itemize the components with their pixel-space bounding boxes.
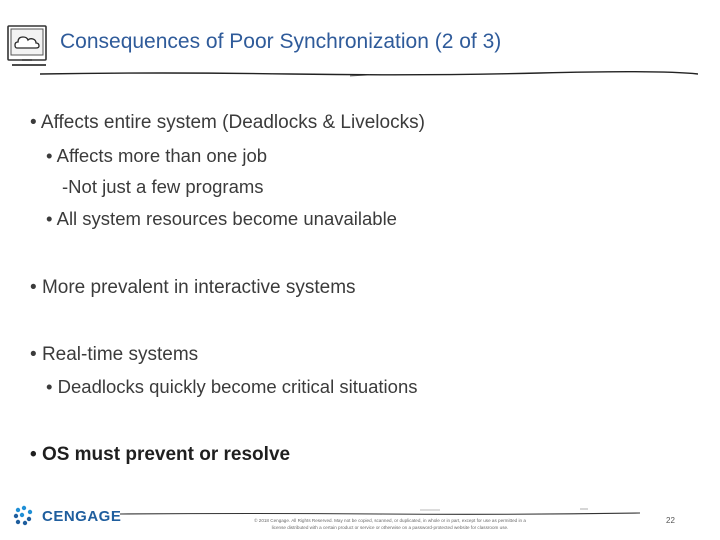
bullet-item — [46, 208, 397, 230]
bullet-text: Real-time systems — [41, 344, 199, 365]
copyright-notice — [200, 517, 580, 531]
bullet-item — [30, 344, 198, 366]
dash-marker: - — [62, 176, 69, 197]
bullet-marker: • — [30, 112, 37, 133]
bullet-text: Deadlocks quickly become critical situations — [57, 376, 418, 397]
slide-title: Consequences of Poor Synchronization (2 of 3) — [60, 30, 502, 53]
bullet-marker: • — [30, 277, 37, 298]
bullet-marker: • — [46, 376, 53, 397]
bullet-marker: • — [46, 208, 53, 229]
page-number: 22 — [666, 516, 675, 525]
bullet-text: Not just a few programs — [68, 176, 264, 197]
bullet-item — [46, 145, 267, 167]
bullet-text: More prevalent in interactive systems — [41, 277, 356, 298]
cengage-logo-icon — [12, 504, 36, 528]
bullet-marker: • — [46, 145, 53, 166]
bullet-text: Affects more than one job — [56, 145, 268, 166]
copyright-line-2: license distributed with a certain product or service or otherwise on a password-protected website for classroom use. — [271, 525, 509, 530]
logo-text: CENGAGE — [42, 507, 122, 525]
bullet-item — [30, 112, 425, 134]
bullet-item — [46, 376, 418, 398]
copyright-line-1: © 2018 Cengage. All Rights Reserved. May not be copied, scanned, or duplicated, in whole or in part, except for use as permitted in a — [254, 518, 526, 523]
bullet-text: Affects entire system (Deadlocks & Livelocks) — [40, 112, 425, 133]
bullet-item — [30, 444, 290, 466]
sub-bullet-item — [62, 176, 264, 198]
bullet-marker: • — [30, 444, 37, 465]
bullet-item — [30, 277, 356, 299]
bullet-text: OS must prevent or resolve — [41, 444, 291, 465]
bullet-marker: • — [30, 344, 37, 365]
bullet-text: All system resources become unavailable — [56, 208, 397, 229]
cengage-logo — [12, 504, 121, 528]
